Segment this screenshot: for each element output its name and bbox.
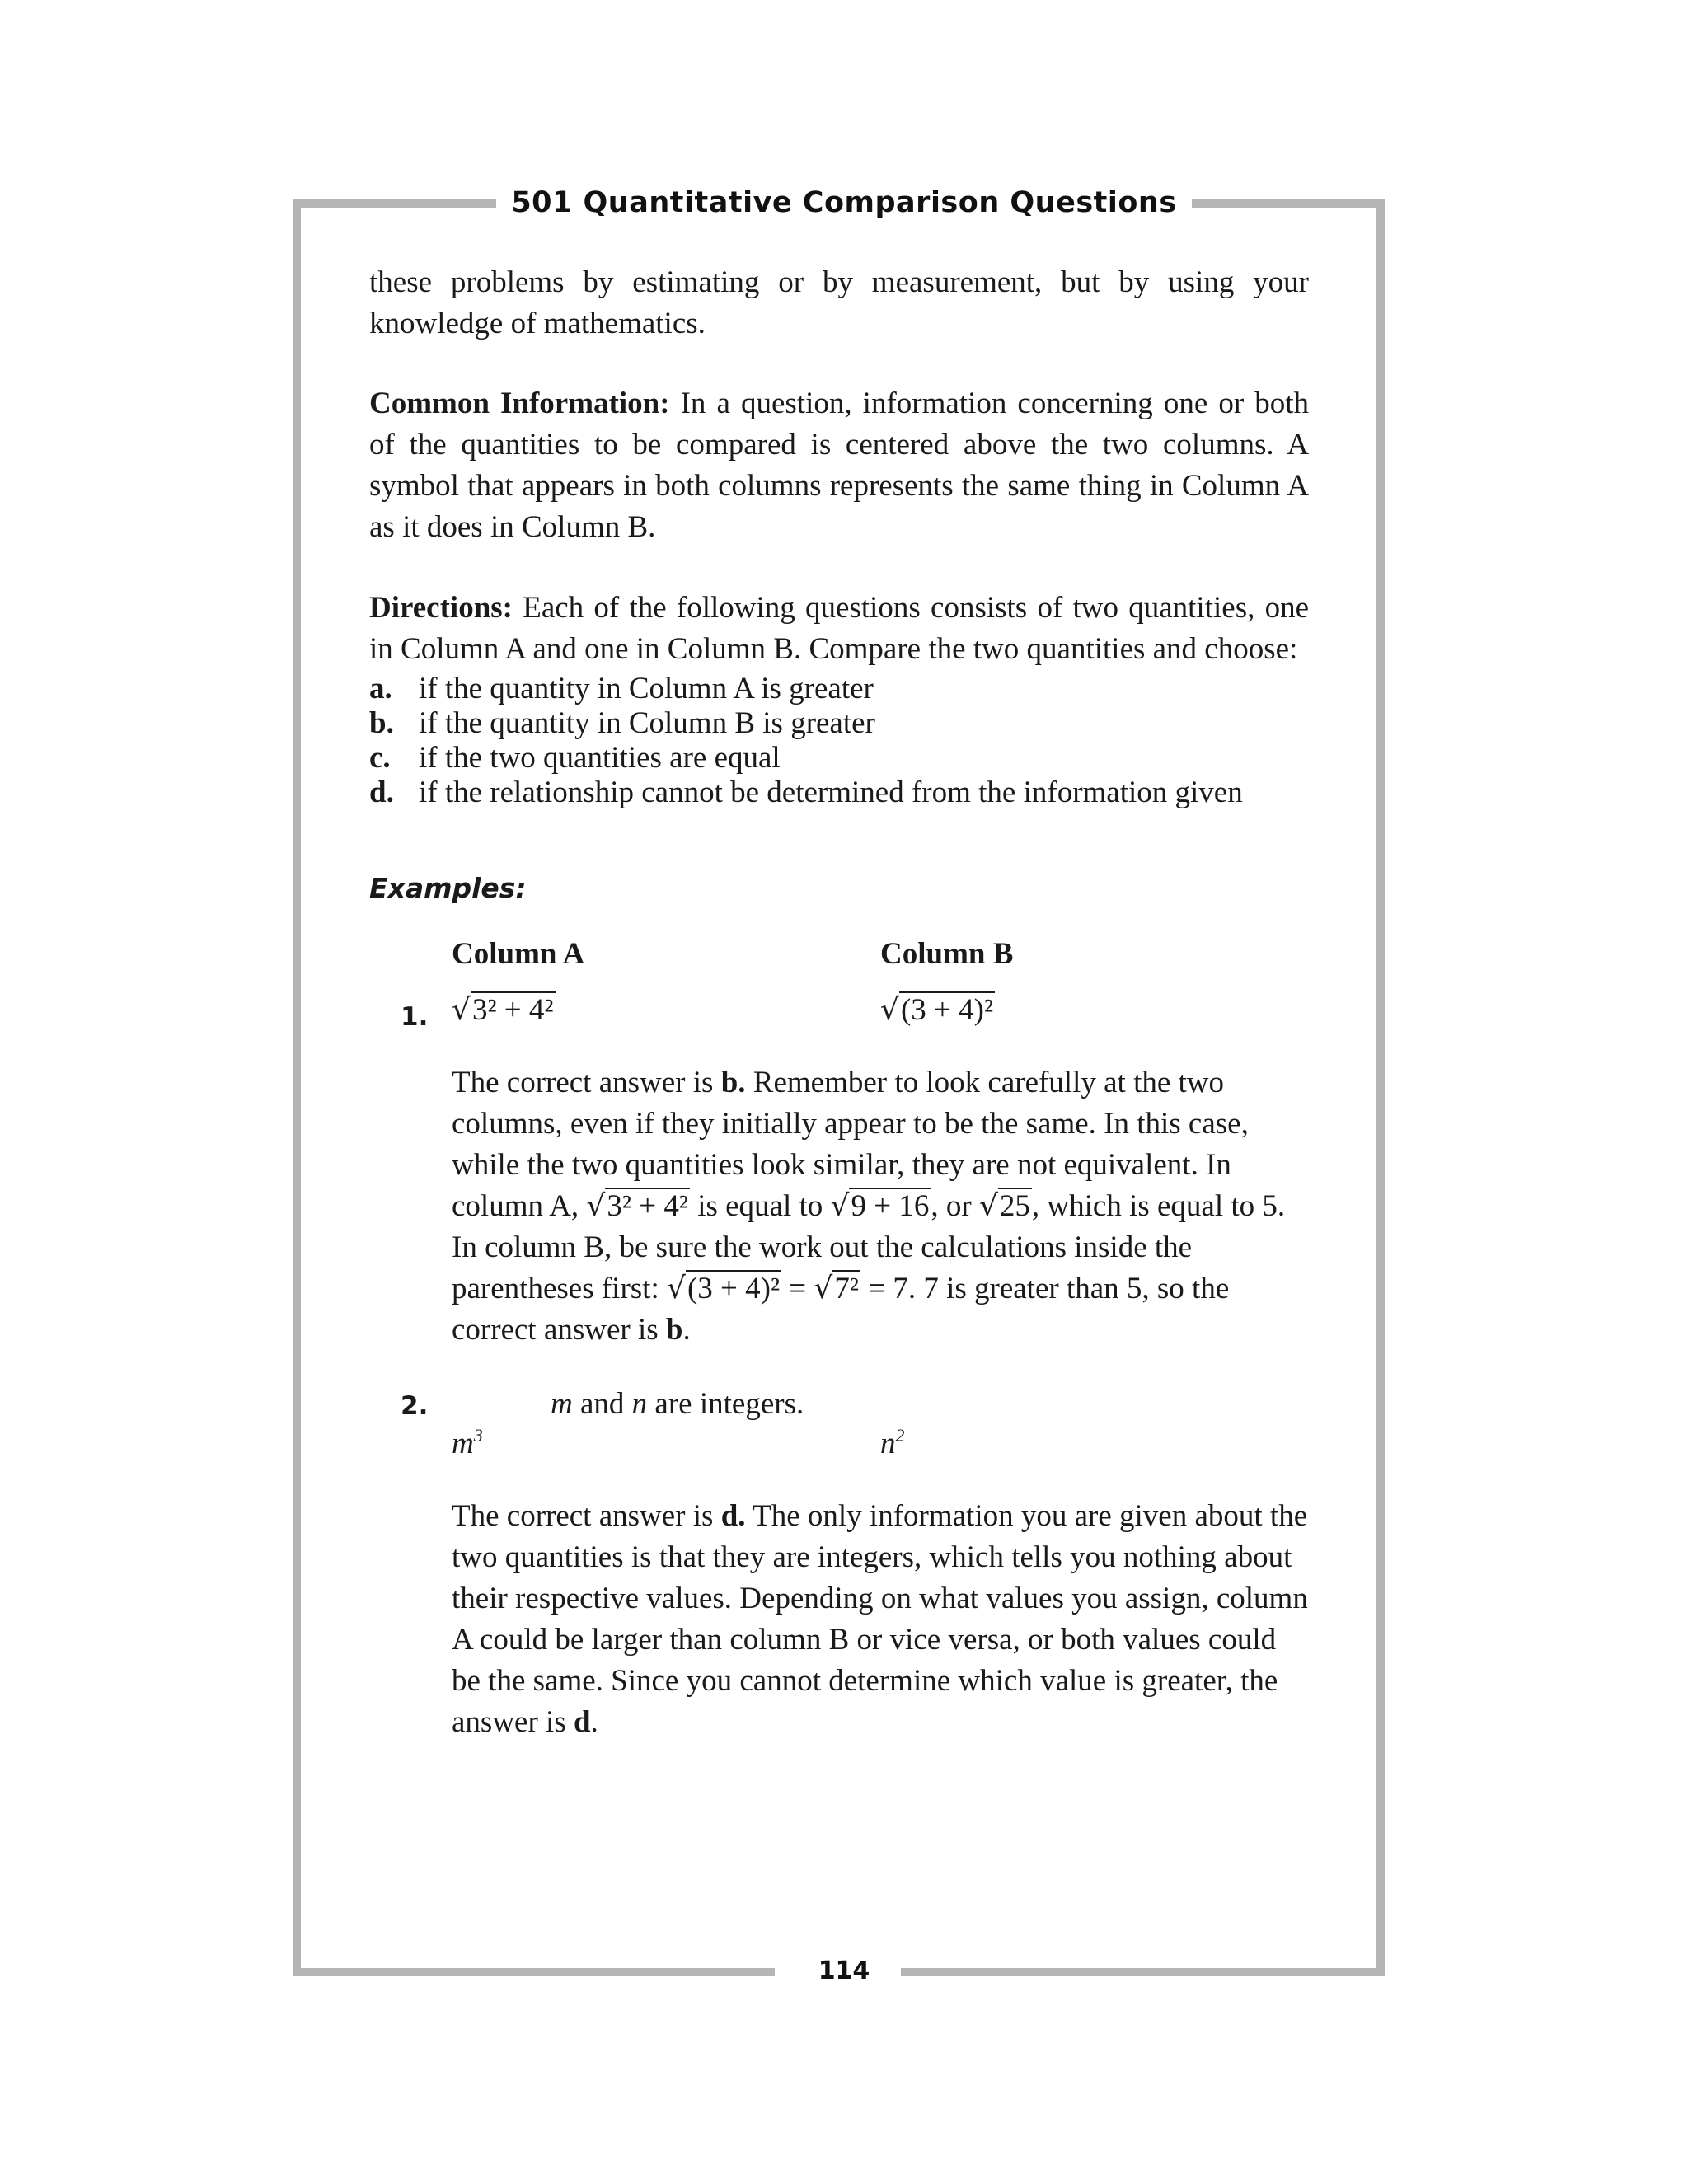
- choice-text: if the relationship cannot be determined from the information given: [419, 776, 1243, 809]
- radical-sign-icon: √: [978, 1189, 998, 1223]
- question-1-explanation: [452, 1062, 1309, 1351]
- common-info-text: are integers.: [654, 1387, 804, 1421]
- choice-text: if the quantity in Column A is greater: [419, 672, 874, 705]
- final-answer-letter: d: [573, 1705, 591, 1739]
- radicand: 25: [999, 1189, 1030, 1223]
- inline-radical: [814, 1270, 860, 1305]
- exponent: 3: [473, 1425, 483, 1446]
- choice-text: if the two quantities are equal: [419, 741, 781, 775]
- choice-text: if the quantity in Column B is greater: [419, 706, 875, 740]
- variable-n: n: [631, 1387, 648, 1421]
- question-2-common-information: [551, 1384, 804, 1425]
- answer-letter: b.: [720, 1066, 746, 1099]
- question-1-column-a: [452, 990, 556, 1031]
- explanation-text: = 7. 7 is greater than 5, so the correct answer is: [452, 1272, 1230, 1347]
- page-body: [369, 262, 1309, 1743]
- directions-paragraph: [369, 588, 1309, 670]
- column-b-heading: Column B: [880, 937, 1014, 971]
- radical-sign-icon: √: [880, 993, 899, 1027]
- radicand: (3 + 4)²: [687, 1272, 781, 1305]
- inline-radical: [586, 1188, 690, 1223]
- column-a-heading: Column A: [452, 937, 585, 971]
- column-headings: [369, 934, 1309, 975]
- examples-heading: Examples:: [369, 872, 527, 904]
- explanation-text: , or: [931, 1189, 972, 1223]
- inline-radical: [667, 1270, 781, 1305]
- question-1-row: [369, 990, 1309, 1039]
- answer-choices-list: [369, 672, 1309, 810]
- inline-radical: [831, 1188, 931, 1223]
- inline-radical: [979, 1188, 1032, 1223]
- radicand: (3 + 4)²: [900, 993, 994, 1027]
- radicand: 3² + 4²: [471, 993, 554, 1027]
- common-information-text: In a question, information concerning one or both of the quantities to be compared is centered above the two columns. A symbol that appears in both columns represents the same thing in Column A as it does in Column B.: [369, 387, 1309, 544]
- radical-sign-icon: √: [830, 1189, 850, 1223]
- directions-text: Each of the following questions consists of two quantities, one in Column A and one in Column B. Compare the two quantities and choose:: [369, 591, 1309, 666]
- question-2-column-b: [880, 1423, 905, 1465]
- variable-m: m: [551, 1387, 573, 1421]
- final-answer-letter: b: [665, 1313, 683, 1347]
- question-number: 2.: [401, 1391, 429, 1421]
- explanation-text: Remember to look carefully at the two columns, even if they initially appear to be the same. In this case, while the two quantities look similar, they are not equivalent. In column A,: [452, 1066, 1249, 1223]
- explanation-text: , which is equal to 5. In column B, be sure the work out the calculations inside the parentheses first:: [452, 1189, 1286, 1305]
- answer-prefix: The correct answer is: [452, 1499, 714, 1533]
- choice-letter: d.: [369, 776, 394, 809]
- question-2-explanation: [452, 1496, 1309, 1743]
- explanation-text: =: [789, 1272, 807, 1305]
- directions-label: Directions:: [369, 591, 513, 625]
- question-1-column-b: [880, 990, 995, 1031]
- intro-paragraph: these problems by estimating or by measurement, but by using your knowledge of mathematics.: [369, 265, 1309, 340]
- question-2-column-a: [452, 1423, 483, 1465]
- choice-item: [369, 741, 1309, 776]
- answer-letter: d.: [720, 1499, 746, 1533]
- frame-left: [293, 199, 301, 1976]
- choice-letter: b.: [369, 706, 394, 740]
- radicand: 3² + 4²: [607, 1189, 688, 1223]
- question-2-block: [369, 1384, 1309, 1466]
- page-number: [0, 1957, 1688, 1985]
- radical-sign-icon: √: [452, 993, 471, 1027]
- radical-sign-icon: √: [586, 1189, 606, 1223]
- explanation-text: is equal to: [697, 1189, 823, 1223]
- common-information-label: Common Information:: [369, 387, 670, 420]
- radical-sign-icon: √: [666, 1272, 686, 1305]
- choice-item: [369, 706, 1309, 741]
- question-number: 1.: [401, 1002, 429, 1032]
- common-info-text: and: [579, 1387, 625, 1421]
- explanation-text: The only information you are given about the two quantities is that they are integers, which tells you nothing about their respective values. Depending on what values you assign, column A could be larger than column B or vice versa, or both values could be the same. Since you cannot determine which value is greater, the answer is: [452, 1499, 1308, 1739]
- common-information-paragraph: [369, 383, 1309, 548]
- answer-prefix: The correct answer is: [452, 1066, 714, 1099]
- page-number-text: 114: [794, 1957, 895, 1985]
- radical-sign-icon: √: [814, 1272, 833, 1305]
- final-period: .: [682, 1313, 691, 1347]
- exponent: 2: [895, 1425, 905, 1446]
- running-head-text: 501 Quantitative Comparison Questions: [496, 186, 1191, 219]
- base: m: [452, 1427, 474, 1460]
- radicand: 9 + 16: [851, 1189, 930, 1223]
- choice-item: [369, 672, 1309, 706]
- choice-letter: c.: [369, 741, 391, 775]
- final-period: .: [590, 1705, 598, 1739]
- frame-right: [1376, 199, 1385, 1976]
- running-head: [0, 186, 1688, 219]
- radicand: 7²: [834, 1272, 859, 1305]
- choice-letter: a.: [369, 672, 392, 705]
- base: n: [880, 1427, 896, 1460]
- choice-item: [369, 776, 1309, 810]
